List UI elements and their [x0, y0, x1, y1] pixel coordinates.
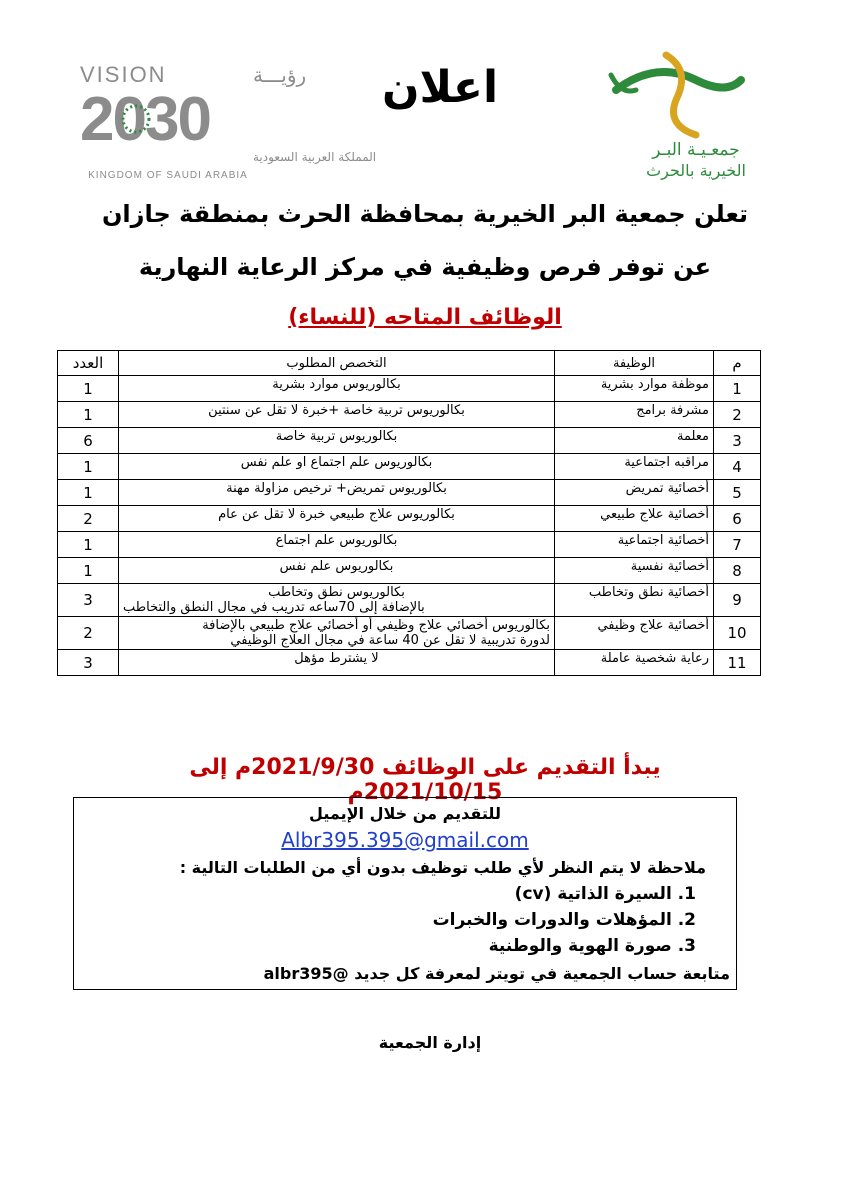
vision-word-en: VISION [80, 62, 167, 87]
row-count: 1 [58, 558, 119, 584]
row-no: 5 [714, 480, 761, 506]
row-job: أخصائية نفسية [555, 558, 714, 584]
row-no: 8 [714, 558, 761, 584]
apply-note: ملاحظة لا يتم النظر لأي طلب توظيف بدون أي من الطلبات التالية : [179, 858, 706, 877]
table-row [58, 650, 761, 676]
row-job: رعاية شخصية عاملة [555, 650, 714, 676]
row-job: موظفة موارد بشرية [555, 376, 714, 402]
row-no: 2 [714, 402, 761, 428]
row-job: مراقبه اجتماعية [555, 454, 714, 480]
headline-day-care-center: عن توفر فرص وظيفية في مركز الرعاية النهارية [138, 253, 712, 281]
headline-announcement: تعلن جمعية البر الخيرية بمحافظة الحرث بمنطقة جازان [101, 200, 749, 228]
signature-management: إدارة الجمعية [378, 1033, 482, 1052]
row-spec [119, 584, 555, 617]
application-box [73, 797, 737, 990]
row-count: 1 [58, 480, 119, 506]
vision-word-ar: رؤيـــة [253, 63, 307, 87]
row-count: 3 [58, 650, 119, 676]
row-count: 1 [58, 402, 119, 428]
table-row [58, 617, 761, 650]
header-job: الوظيفة [555, 351, 714, 376]
header-spec: التخصص المطلوب [119, 351, 555, 376]
row-no: 10 [714, 617, 761, 650]
row-no: 4 [714, 454, 761, 480]
apply-box-heading: للتقديم من خلال الإيميل [309, 804, 501, 823]
table-row [58, 402, 761, 428]
row-job: أخصائية اجتماعية [555, 532, 714, 558]
row-spec [119, 617, 555, 650]
application-dates: يبدأ التقديم على الوظائف 2021/9/30م إلى 2021/10/15م [189, 755, 661, 805]
table-row [58, 558, 761, 584]
row-spec: بكالوريوس تمريض+ ترخيص مزاولة مهنة [119, 480, 555, 506]
table-row [58, 428, 761, 454]
row-job: أخصائية نطق وتخاطب [555, 584, 714, 617]
vision-year: 2030 [80, 85, 210, 154]
row-spec: بكالوريوس علم اجتماع او علم نفس [119, 454, 555, 480]
vision-2030-logo [78, 58, 377, 183]
charity-logo-line2: الخيرية بالحرث [646, 161, 746, 180]
row-spec: لا يشترط مؤهل [119, 650, 555, 676]
row-spec: بكالوريوس علم اجتماع [119, 532, 555, 558]
row-spec: بكالوريوس علاج طبيعي خبرة لا تقل عن عام [119, 506, 555, 532]
table-row [58, 584, 761, 617]
row-job: مشرفة برامج [555, 402, 714, 428]
table-row [58, 376, 761, 402]
row-spec: بكالوريوس موارد بشرية [119, 376, 555, 402]
table-row [58, 506, 761, 532]
row-no: 6 [714, 506, 761, 532]
header-count: العدد [58, 351, 119, 376]
charity-logo [596, 50, 746, 180]
charity-logo-line1: جمعـيـة البـر [652, 140, 740, 160]
row-spec-line1: بكالوريوس أخصائي علاج وظيفي أو أخصائي علاج طبيعي بالإضافة [202, 618, 550, 633]
row-spec-line2: بالإضافة إلى 70ساعه تدريب في مجال النطق والتخاطب [123, 600, 425, 615]
logo-gold-stroke-icon [666, 55, 696, 135]
row-job: أخصائية علاج طبيعي [555, 506, 714, 532]
row-spec-line1: بكالوريوس نطق وتخاطب [268, 585, 405, 600]
jobs-table [57, 350, 761, 676]
row-job: معلمة [555, 428, 714, 454]
row-count: 6 [58, 428, 119, 454]
row-count: 2 [58, 506, 119, 532]
row-job: أخصائية علاج وظيفي [555, 617, 714, 650]
row-count: 1 [58, 532, 119, 558]
row-count: 2 [58, 617, 119, 650]
row-spec: بكالوريوس تربية خاصة +خبرة لا تقل عن سنتين [119, 402, 555, 428]
requirement-item: 1. السيرة الذاتية (cv) [514, 884, 696, 904]
row-job: أخصائية تمريض [555, 480, 714, 506]
requirement-item: 2. المؤهلات والدورات والخبرات [432, 910, 696, 930]
twitter-follow-note: متابعة حساب الجمعية في تويتر لمعرفة كل جديد @albr395 [263, 964, 730, 983]
row-no: 11 [714, 650, 761, 676]
row-spec: بكالوريوس تربية خاصة [119, 428, 555, 454]
header-no: م [714, 351, 761, 376]
table-row [58, 532, 761, 558]
table-row [58, 480, 761, 506]
email-link[interactable]: Albr395.395@gmail.com [281, 828, 529, 852]
vision-country-en: KINGDOM OF SAUDI ARABIA [88, 170, 248, 181]
row-count: 1 [58, 376, 119, 402]
table-row [58, 454, 761, 480]
row-no: 9 [714, 584, 761, 617]
row-spec: بكالوريوس علم نفس [119, 558, 555, 584]
row-no: 3 [714, 428, 761, 454]
row-count: 1 [58, 454, 119, 480]
row-no: 1 [714, 376, 761, 402]
row-no: 7 [714, 532, 761, 558]
requirement-item: 3. صورة الهوية والوطنية [488, 936, 696, 956]
row-count: 3 [58, 584, 119, 617]
jobs-heading: الوظائف المتاحه (للنساء) [288, 305, 562, 330]
page-title: اعلان [381, 62, 499, 113]
table-header-row [58, 351, 761, 376]
row-spec-line2: لدورة تدريبية لا تقل عن 40 ساعة في مجال العلاج الوظيفي [230, 633, 550, 648]
vision-country-ar: المملكة العربية السعودية [253, 150, 377, 164]
